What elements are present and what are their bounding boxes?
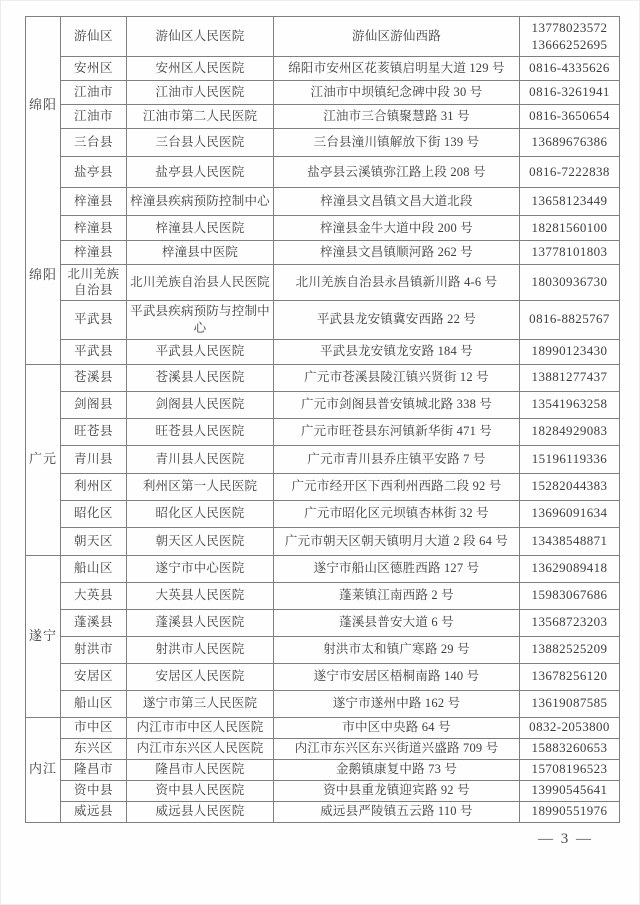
table-row (26, 391, 620, 418)
district-cell: 平武县 (61, 339, 127, 364)
table-row (26, 690, 620, 717)
district-cell: 北川羌族自治县 (61, 265, 127, 301)
address-cell: 北川羌族自治县永昌镇新川路 4-6 号 (274, 265, 520, 301)
address-cell: 蓬溪县普安大道 6 号 (274, 609, 520, 636)
city-label: 遂宁 (28, 627, 57, 643)
address-cell: 梓潼县文昌镇顺河路 262 号 (274, 241, 520, 265)
address-cell: 射洪市太和镇广寒路 29 号 (274, 636, 520, 663)
district-cell: 蓬溪县 (61, 609, 127, 636)
phone-cell: 13990545641 (520, 780, 620, 801)
city-cell (26, 17, 61, 365)
phone-cell: 0816-3261941 (520, 81, 620, 105)
table-row (26, 81, 620, 105)
hospital-cell: 遂宁市中心医院 (127, 555, 274, 582)
city-cell (26, 364, 61, 555)
address-cell: 游仙区游仙西路 (274, 17, 520, 57)
district-cell: 游仙区 (61, 17, 127, 57)
table-row (26, 157, 620, 188)
phone-cell: 0816-7222838 (520, 157, 620, 188)
district-cell: 大英县 (61, 582, 127, 609)
hospital-cell: 平武县人民医院 (127, 339, 274, 364)
table-row (26, 780, 620, 801)
phone-cell: 15196119336 (520, 445, 620, 473)
district-cell: 昭化区 (61, 500, 127, 527)
district-cell: 朝天区 (61, 527, 127, 555)
phone-cell: 0816-8825767 (520, 300, 620, 339)
hospital-cell: 江油市人民医院 (127, 81, 274, 105)
phone-cell: 0832-2053800 (520, 717, 620, 738)
phone-cell: 13629089418 (520, 555, 620, 582)
district-cell: 梓潼县 (61, 216, 127, 241)
hospital-cell: 遂宁市第三人民医院 (127, 690, 274, 717)
table-row (26, 129, 620, 157)
city-label: 内江 (28, 761, 57, 777)
hospital-table (25, 16, 620, 823)
hospital-cell: 游仙区人民医院 (127, 17, 274, 57)
hospital-cell: 旺苍县人民医院 (127, 418, 274, 445)
address-cell: 广元市昭化区元坝镇杏林街 32 号 (274, 500, 520, 527)
district-cell: 梓潼县 (61, 188, 127, 216)
district-cell: 船山区 (61, 690, 127, 717)
address-cell: 广元市苍溪县陵江镇兴贤街 12 号 (274, 364, 520, 391)
hospital-cell: 苍溪县人民医院 (127, 364, 274, 391)
phone-cell: 18030936730 (520, 265, 620, 301)
city-label: 绵阳 (28, 97, 57, 113)
hospital-cell: 大英县人民医院 (127, 582, 274, 609)
table-row (26, 364, 620, 391)
phone-cell: 13678256120 (520, 663, 620, 690)
address-cell: 广元市经开区下西利州西路二段 92 号 (274, 473, 520, 500)
district-cell: 资中县 (61, 780, 127, 801)
phone-cell: 18284929083 (520, 418, 620, 445)
hospital-cell: 利州区第一人民医院 (127, 473, 274, 500)
table-row (26, 555, 620, 582)
hospital-cell: 安居区人民医院 (127, 663, 274, 690)
district-cell: 东兴区 (61, 738, 127, 759)
table-row (26, 241, 620, 265)
phone-cell: 13778023572 13666252695 (520, 17, 620, 57)
hospital-cell: 梓潼县人民医院 (127, 216, 274, 241)
district-cell: 盐亭县 (61, 157, 127, 188)
phone-cell: 18990123430 (520, 339, 620, 364)
table-row (26, 801, 620, 822)
address-cell: 遂宁市安居区梧桐南路 140 号 (274, 663, 520, 690)
table-row (26, 609, 620, 636)
phone-cell: 13881277437 (520, 364, 620, 391)
address-cell: 广元市青川县乔庄镇平安路 7 号 (274, 445, 520, 473)
hospital-cell: 梓潼县中医院 (127, 241, 274, 265)
phone-cell: 13438548871 (520, 527, 620, 555)
phone-cell: 15282044383 (520, 473, 620, 500)
phone-cell: 13619087585 (520, 690, 620, 717)
table-row (26, 663, 620, 690)
table-row (26, 500, 620, 527)
city-label: 绵阳 (28, 266, 57, 282)
hospital-cell: 青川县人民医院 (127, 445, 274, 473)
hospital-table-body (26, 17, 620, 823)
phone-cell: 13658123449 (520, 188, 620, 216)
hospital-cell: 射洪市人民医院 (127, 636, 274, 663)
phone-cell: 13882525209 (520, 636, 620, 663)
phone-cell: 15708196523 (520, 759, 620, 780)
address-cell: 市中区中央路 64 号 (274, 717, 520, 738)
district-cell: 隆昌市 (61, 759, 127, 780)
address-cell: 蓬莱镇江南西路 2 号 (274, 582, 520, 609)
address-cell: 盐亭县云溪镇弥江路上段 208 号 (274, 157, 520, 188)
table-row (26, 738, 620, 759)
hospital-cell: 江油市第二人民医院 (127, 105, 274, 129)
hospital-cell: 内江市市中区人民医院 (127, 717, 274, 738)
table-row (26, 105, 620, 129)
hospital-cell: 内江市东兴区人民医院 (127, 738, 274, 759)
district-cell: 安居区 (61, 663, 127, 690)
address-cell: 遂宁市遂州中路 162 号 (274, 690, 520, 717)
address-cell: 绵阳市安州区花荄镇启明星大道 129 号 (274, 57, 520, 81)
district-cell: 威远县 (61, 801, 127, 822)
district-cell: 旺苍县 (61, 418, 127, 445)
address-cell: 金鹅镇康复中路 73 号 (274, 759, 520, 780)
table-row (26, 339, 620, 364)
city-cell (26, 717, 61, 822)
district-cell: 利州区 (61, 473, 127, 500)
table-row (26, 527, 620, 555)
hospital-cell: 三台县人民医院 (127, 129, 274, 157)
table-row (26, 265, 620, 301)
page-number: — 3 — (538, 831, 593, 847)
district-cell: 船山区 (61, 555, 127, 582)
district-cell: 青川县 (61, 445, 127, 473)
hospital-cell: 安州区人民医院 (127, 57, 274, 81)
table-row (26, 473, 620, 500)
district-cell: 剑阁县 (61, 391, 127, 418)
hospital-cell: 盐亭县人民医院 (127, 157, 274, 188)
table-row (26, 17, 620, 57)
address-cell: 平武县龙安镇冀安西路 22 号 (274, 300, 520, 339)
table-row (26, 717, 620, 738)
phone-cell: 0816-3650654 (520, 105, 620, 129)
phone-cell: 13541963258 (520, 391, 620, 418)
district-cell: 平武县 (61, 300, 127, 339)
address-cell: 江油市三合镇聚慧路 31 号 (274, 105, 520, 129)
district-cell: 安州区 (61, 57, 127, 81)
address-cell: 平武县龙安镇龙安路 184 号 (274, 339, 520, 364)
address-cell: 梓潼县文昌镇文昌大道北段 (274, 188, 520, 216)
table-row (26, 759, 620, 780)
address-cell: 广元市旺苍县东河镇新华街 471 号 (274, 418, 520, 445)
hospital-cell: 朝天区人民医院 (127, 527, 274, 555)
address-cell: 江油市中坝镇纪念碑中段 30 号 (274, 81, 520, 105)
table-row (26, 216, 620, 241)
phone-cell: 13568723203 (520, 609, 620, 636)
hospital-cell: 平武县疾病预防与控制中心 (127, 300, 274, 339)
phone-cell: 15983067686 (520, 582, 620, 609)
phone-cell: 0816-4335626 (520, 57, 620, 81)
table-row (26, 445, 620, 473)
district-cell: 市中区 (61, 717, 127, 738)
address-cell: 三台县潼川镇解放下街 139 号 (274, 129, 520, 157)
address-cell: 威远县严陵镇五云路 110 号 (274, 801, 520, 822)
hospital-cell: 昭化区人民医院 (127, 500, 274, 527)
district-cell: 射洪市 (61, 636, 127, 663)
phone-cell: 18281560100 (520, 216, 620, 241)
hospital-cell: 威远县人民医院 (127, 801, 274, 822)
hospital-cell: 隆昌市人民医院 (127, 759, 274, 780)
address-cell: 遂宁市船山区德胜西路 127 号 (274, 555, 520, 582)
district-cell: 江油市 (61, 105, 127, 129)
district-cell: 三台县 (61, 129, 127, 157)
address-cell: 资中县重龙镇迎宾路 92 号 (274, 780, 520, 801)
table-row (26, 582, 620, 609)
phone-cell: 13778101803 (520, 241, 620, 265)
phone-cell: 18990551976 (520, 801, 620, 822)
hospital-cell: 剑阁县人民医院 (127, 391, 274, 418)
table-row (26, 188, 620, 216)
table-row (26, 300, 620, 339)
address-cell: 广元市剑阁县普安镇城北路 338 号 (274, 391, 520, 418)
district-cell: 梓潼县 (61, 241, 127, 265)
district-cell: 苍溪县 (61, 364, 127, 391)
address-cell: 内江市东兴区东兴街道兴盛路 709 号 (274, 738, 520, 759)
hospital-cell: 资中县人民医院 (127, 780, 274, 801)
hospital-cell: 北川羌族自治县人民医院 (127, 265, 274, 301)
district-cell: 江油市 (61, 81, 127, 105)
table-row (26, 636, 620, 663)
phone-cell: 13689676386 (520, 129, 620, 157)
city-label: 广元 (28, 451, 57, 467)
table-row (26, 418, 620, 445)
city-cell (26, 555, 61, 717)
hospital-cell: 梓潼县疾病预防控制中心 (127, 188, 274, 216)
hospital-cell: 蓬溪县人民医院 (127, 609, 274, 636)
address-cell: 广元市朝天区朝天镇明月大道 2 段 64 号 (274, 527, 520, 555)
address-cell: 梓潼县金牛大道中段 200 号 (274, 216, 520, 241)
phone-cell: 15883260653 (520, 738, 620, 759)
phone-cell: 13696091634 (520, 500, 620, 527)
table-row (26, 57, 620, 81)
